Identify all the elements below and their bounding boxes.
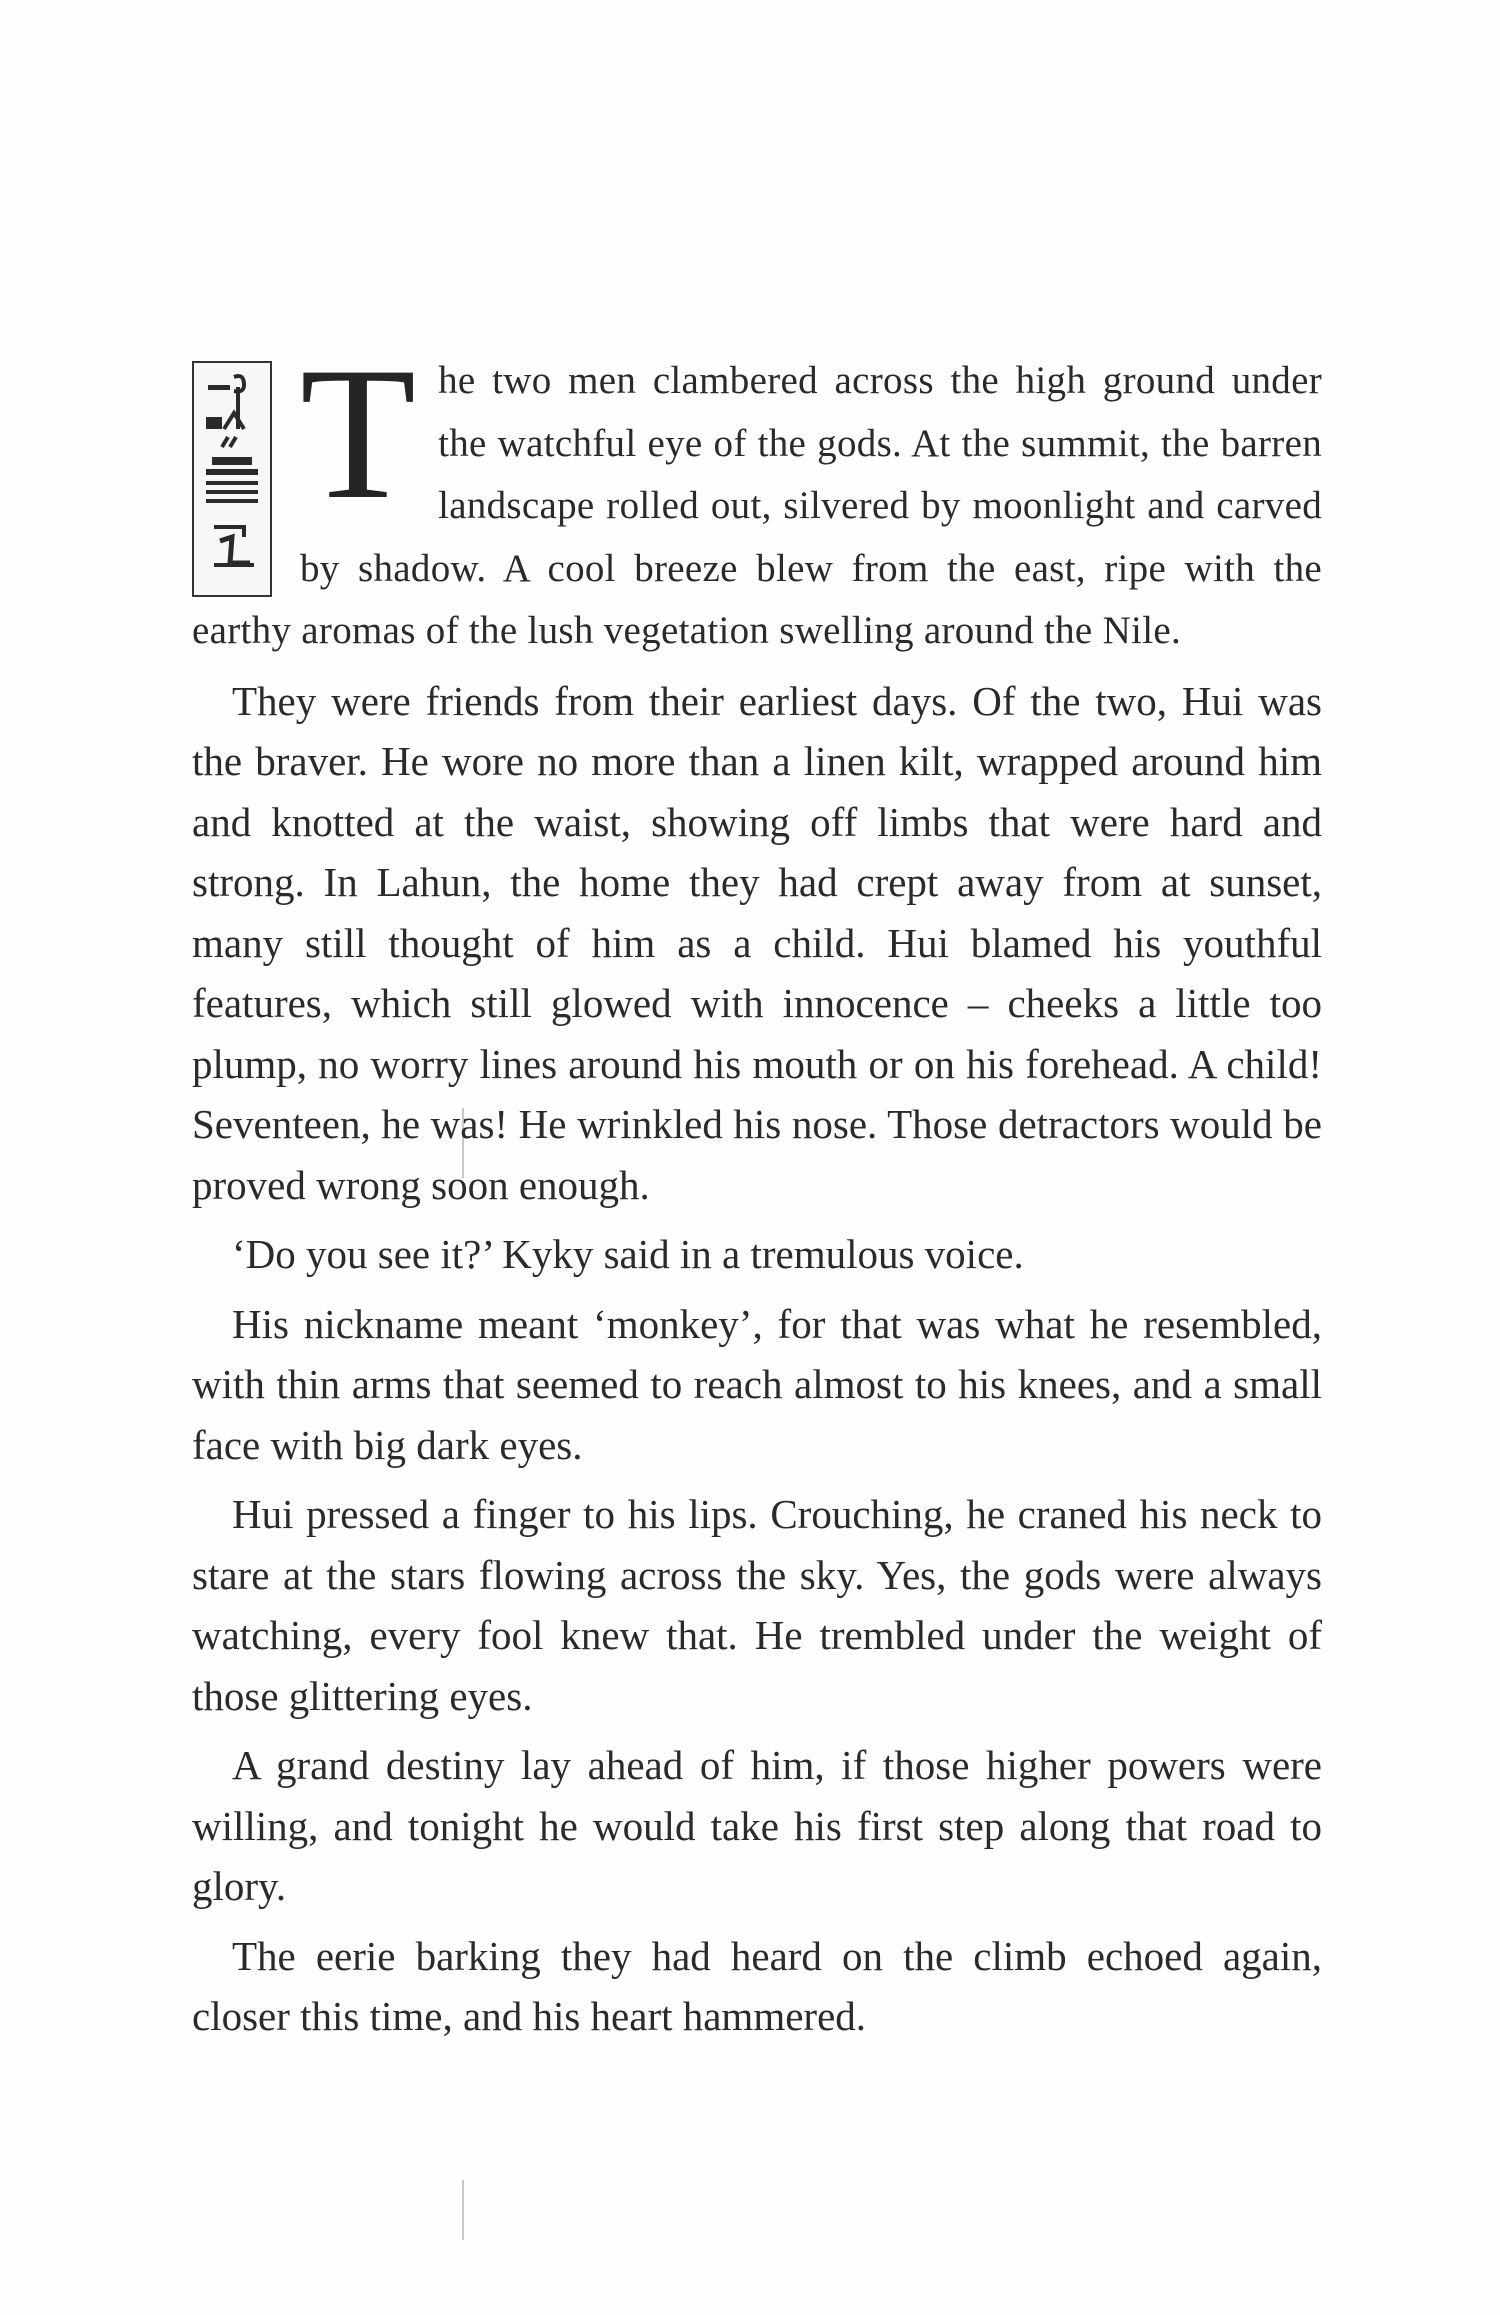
- cartouche-hieroglyphs-icon: [200, 369, 264, 589]
- paragraph-7: The eerie barking they had heard on the climb echoed again, closer this time, and his heart hammered.: [192, 1932, 1322, 2039]
- paragraph-1-text: he two men clambered across the high ground under the watchful eye of the gods. At the summit, the barren landscape rolled out, silvered by moonlight and carved by shadow. A cool breeze blew from the east, ripe with the earthy aromas of the lush vegetation swelling around the Nile.: [192, 359, 1322, 652]
- paragraph-6: A grand destiny lay ahead of him, if those higher powers were willing, and tonight he would take his first step along that road to glory.: [192, 1742, 1322, 1909]
- drop-cap-letter: T: [300, 329, 417, 539]
- paragraph-4: His nickname meant ‘monkey’, for that was what he resembled, with thin arms that seemed to reach almost to his knees, and a small face with big dark eyes.: [192, 1300, 1322, 1468]
- hieroglyph-cartouche: [192, 361, 272, 597]
- page-crease-mark: [462, 2180, 464, 2240]
- opening-paragraph: [192, 329, 1322, 662]
- paragraph-3: ‘Do you see it?’ Kyky said in a tremulous voice.: [232, 1231, 1024, 1277]
- chapter-text: [192, 329, 1322, 2047]
- paragraph-2: They were friends from their earliest days. Of the two, Hui was the braver. He wore no more than a linen kilt, wrapped around him and knotted at the waist, showing off limbs that were hard and strong. In Lahun, the home they had crept away from at sunset, many still thought of him as a child. Hui blamed his youthful features, which still glowed with innocence – cheeks a little too plump, no worry lines around his mouth or on his forehead. A child! Seventeen, he was! He wrinkled his nose. Those detractors would be proved wrong soon enough.: [192, 677, 1322, 1208]
- paragraph-5: Hui pressed a finger to his lips. Crouching, he craned his neck to stare at the stars flowing across the sky. Yes, the gods were always watching, every fool knew that. He trembled under the weight of those glittering eyes.: [192, 1491, 1322, 1719]
